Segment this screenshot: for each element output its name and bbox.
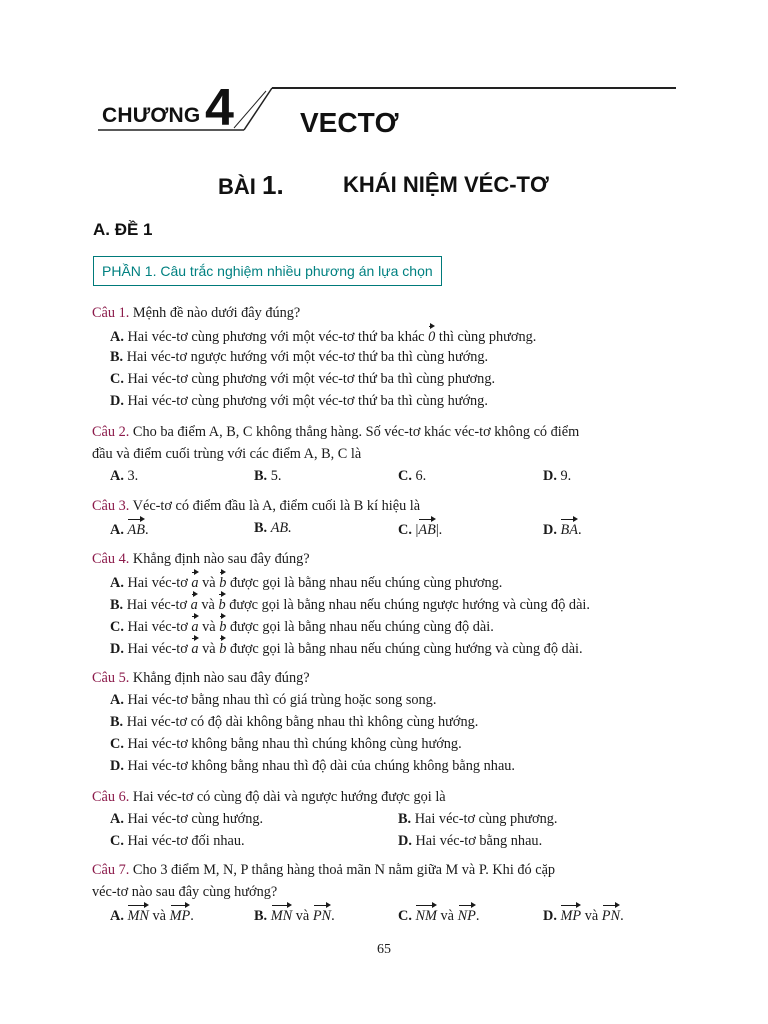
option-text: Hai véc-tơ cùng phương với một véc-tơ thứ ba khác	[127, 329, 425, 345]
question-text-line1: Cho ba điểm A, B, C không thẳng hàng. Số véc-tơ khác véc-tơ không có điểm	[132, 424, 580, 440]
chapter-header	[0, 0, 768, 150]
zero-vector: 0	[428, 324, 435, 348]
lesson-number-value: 1.	[262, 170, 284, 200]
option-label: A.	[110, 329, 124, 345]
option-d	[92, 755, 680, 777]
option-text: được gọi là bằng nhau nếu chúng ngược hướng và cùng độ dài.	[229, 597, 590, 613]
vector-a: a	[191, 592, 198, 616]
option-label: A.	[110, 692, 124, 708]
option-text: 3.	[127, 468, 139, 484]
option-prefix: Hai véc-tơ	[127, 619, 188, 635]
question-text-line2: véc-tơ nào sau đây cùng hướng?	[92, 884, 278, 900]
option-d	[398, 830, 542, 852]
option-label: D.	[398, 833, 412, 849]
option-label: B.	[254, 520, 268, 536]
option-d	[92, 636, 680, 658]
lesson-prefix: BÀI	[218, 174, 256, 199]
option-b	[254, 517, 292, 539]
question-text-line1: Cho 3 điểm M, N, P thẳng hàng thoả mãn N nằm giữa M và P. Khi đó cặp	[132, 862, 556, 878]
question-1	[92, 302, 680, 412]
question-2	[92, 421, 680, 489]
option-label: A.	[110, 908, 124, 924]
vector-a: a	[191, 570, 198, 594]
option-d	[92, 390, 680, 412]
question-text: Véc-tơ có điểm đầu là A, điểm cuối là B kí hiệu là	[132, 498, 421, 514]
vector-a: a	[191, 636, 198, 660]
conjunction: và	[201, 597, 215, 613]
option-label: C.	[398, 908, 412, 924]
conjunction: và	[440, 908, 455, 924]
option-a	[92, 570, 680, 592]
option-text: Hai véc-tơ bằng nhau.	[415, 833, 543, 849]
option-d: D. MP và PN.	[543, 903, 624, 927]
question-text-line2: đầu và điểm cuối trùng với các điểm A, B, C là	[92, 446, 362, 462]
answer-row	[92, 830, 680, 852]
option-c	[398, 465, 426, 487]
option-text: Hai véc-tơ cùng hướng.	[127, 811, 264, 827]
vector-nm: NM	[415, 903, 436, 927]
chapter-label: CHƯƠNG	[102, 104, 201, 127]
question-3	[92, 495, 680, 541]
vector-mp: MP	[560, 903, 581, 927]
option-b	[92, 711, 680, 733]
option-label: B.	[110, 349, 124, 365]
option-text: Hai véc-tơ ngược hướng với một véc-tơ thứ ba thì cùng hướng.	[126, 349, 489, 365]
option-label: B.	[110, 714, 124, 730]
conjunction: và	[295, 908, 310, 924]
question-label: Câu 3.	[92, 498, 130, 514]
vector-mn: MN	[271, 903, 292, 927]
question-6	[92, 786, 680, 852]
option-text: Hai véc-tơ cùng phương với một véc-tơ thứ ba thì cùng hướng.	[127, 393, 488, 409]
option-label: A.	[110, 468, 124, 484]
answer-row	[92, 517, 680, 541]
vector-mp: MP	[170, 903, 191, 927]
vector-b: b	[218, 592, 225, 616]
option-text: Hai véc-tơ cùng phương.	[414, 811, 558, 827]
option-text: Hai véc-tơ không bằng nhau thì độ dài của chúng không bằng nhau.	[127, 758, 516, 774]
option-a: A. AB.	[110, 517, 149, 541]
option-text: Hai véc-tơ đối nhau.	[127, 833, 245, 849]
vector-b: b	[219, 636, 226, 660]
option-label: C.	[398, 468, 412, 484]
option-label: C.	[110, 736, 124, 752]
option-text: được gọi là bằng nhau nếu chúng cùng hướng và cùng độ dài.	[229, 641, 583, 657]
option-label: B.	[398, 811, 412, 827]
option-label: A.	[110, 811, 124, 827]
option-text: được gọi là bằng nhau nếu chúng cùng độ dài.	[229, 619, 494, 635]
option-c	[92, 368, 680, 390]
option-label: B.	[110, 597, 124, 613]
option-text: 5.	[270, 468, 282, 484]
conjunction: và	[152, 908, 167, 924]
option-label: B.	[254, 908, 268, 924]
option-b	[92, 346, 680, 368]
option-label: C.	[110, 619, 124, 635]
option-b: B. MN và PN.	[254, 903, 335, 927]
option-d	[543, 465, 571, 487]
option-label: D.	[543, 468, 557, 484]
option-prefix: Hai véc-tơ	[127, 575, 188, 591]
option-b	[398, 808, 557, 830]
vector-pn: PN	[602, 903, 620, 927]
option-text: Hai véc-tơ có độ dài không bằng nhau thì không cùng hướng.	[126, 714, 479, 730]
vector-np: NP	[458, 903, 476, 927]
section-heading: A. ĐỀ 1	[93, 220, 153, 239]
question-text: Hai véc-tơ có cùng độ dài và ngược hướng được gọi là	[132, 789, 446, 805]
option-text: Hai véc-tơ không bằng nhau thì chúng không cùng hướng.	[127, 736, 462, 752]
vector-mn: MN	[127, 903, 148, 927]
question-text: Mệnh đề nào dưới đây đúng?	[132, 305, 301, 321]
option-a	[110, 808, 263, 830]
option-text: AB.	[270, 520, 292, 536]
question-7	[92, 859, 680, 927]
option-a	[92, 324, 680, 346]
vector-b: b	[219, 614, 226, 638]
option-text: 9.	[560, 468, 572, 484]
vector-pn: PN	[313, 903, 331, 927]
option-text-end: thì cùng phương.	[438, 329, 537, 345]
vector-ab-magnitude: AB	[418, 517, 435, 541]
option-c	[110, 830, 245, 852]
answer-row	[92, 465, 680, 489]
option-c	[92, 614, 680, 636]
option-label: A.	[110, 522, 124, 538]
option-d: D. BA.	[543, 517, 582, 541]
option-prefix: Hai véc-tơ	[126, 597, 188, 613]
option-text: được gọi là bằng nhau nếu chúng cùng phương.	[229, 575, 503, 591]
question-5	[92, 667, 680, 777]
option-label: B.	[254, 468, 268, 484]
option-label: C.	[398, 522, 412, 538]
question-label: Câu 6.	[92, 789, 130, 805]
question-label: Câu 2.	[92, 424, 130, 440]
option-label: D.	[110, 641, 124, 657]
vector-b: b	[219, 570, 226, 594]
conjunction: và	[202, 575, 216, 591]
option-label: C.	[110, 833, 124, 849]
vector-a: a	[191, 614, 198, 638]
option-a: A. MN và MP.	[110, 903, 194, 927]
question-text: Khẳng định nào sau đây đúng?	[132, 551, 310, 567]
conjunction: và	[202, 619, 216, 635]
option-label: D.	[543, 908, 557, 924]
option-b	[254, 465, 281, 487]
chapter-title: VECTƠ	[300, 107, 399, 138]
vector-ab: AB	[127, 517, 144, 541]
option-label: C.	[110, 371, 124, 387]
chapter-number: 4	[205, 79, 234, 137]
answer-row	[92, 903, 680, 927]
page-number: 65	[377, 942, 391, 957]
question-label: Câu 5.	[92, 670, 130, 686]
option-c: C. |AB|.	[398, 517, 442, 541]
lesson-name: KHÁI NIỆM VÉC-TƠ	[343, 172, 549, 197]
option-label: D.	[543, 522, 557, 538]
option-label: D.	[110, 393, 124, 409]
option-text: Hai véc-tơ bằng nhau thì có giá trùng hoặc song song.	[127, 692, 437, 708]
conjunction: và	[584, 908, 599, 924]
option-a	[92, 689, 680, 711]
option-label: D.	[110, 758, 124, 774]
option-c	[92, 733, 680, 755]
question-label: Câu 4.	[92, 551, 130, 567]
vector-ba: BA	[560, 517, 577, 541]
option-b	[92, 592, 680, 614]
part-heading: PHẦN 1. Câu trắc nghiệm nhiều phương án lựa chọn	[93, 256, 442, 286]
option-text: Hai véc-tơ cùng phương với một véc-tơ thứ ba thì cùng phương.	[127, 371, 496, 387]
option-prefix: Hai véc-tơ	[127, 641, 188, 657]
option-a	[110, 465, 138, 487]
option-label: A.	[110, 575, 124, 591]
option-text: 6.	[415, 468, 427, 484]
question-text: Khẳng định nào sau đây đúng?	[132, 670, 310, 686]
conjunction: và	[202, 641, 216, 657]
question-label: Câu 1.	[92, 305, 130, 321]
question-4	[92, 548, 680, 658]
question-label: Câu 7.	[92, 862, 130, 878]
lesson-number	[218, 170, 284, 201]
answer-row	[92, 808, 680, 830]
option-c: C. NM và NP.	[398, 903, 479, 927]
